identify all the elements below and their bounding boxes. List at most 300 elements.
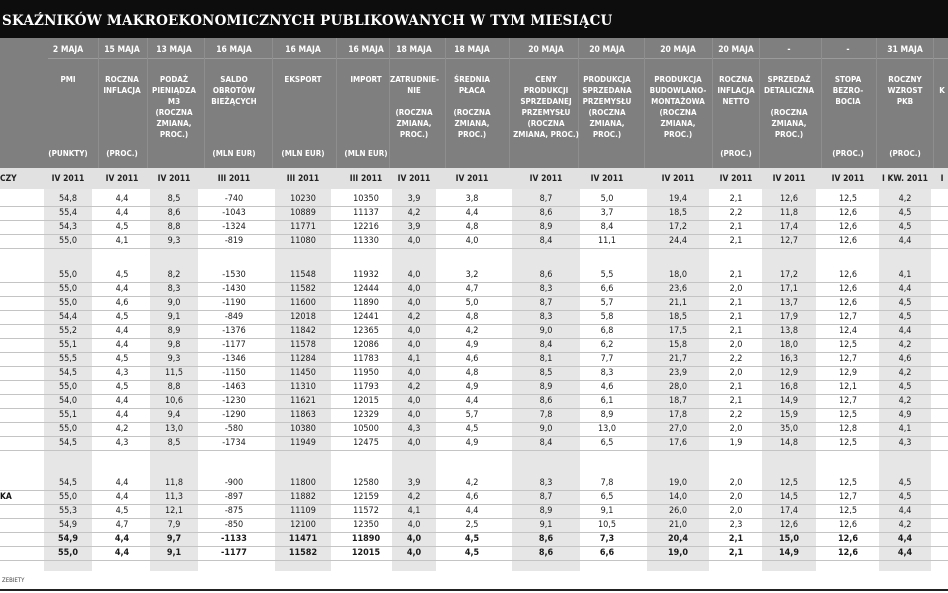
table-cell: 9,1 bbox=[600, 506, 614, 516]
table-cell: 3,7 bbox=[600, 208, 614, 218]
table-cell: 13,0 bbox=[164, 424, 184, 434]
table-cell: 11,1 bbox=[597, 236, 617, 246]
table-cell: 11863 bbox=[290, 410, 316, 420]
table-cell: -1463 bbox=[222, 382, 246, 392]
table-cell: 3,9 bbox=[407, 222, 421, 232]
table-cell: 54,5 bbox=[58, 438, 78, 448]
column-period: IV 2011 bbox=[51, 174, 85, 184]
table-cell: 14,0 bbox=[668, 492, 688, 502]
table-cell: 4,6 bbox=[115, 298, 129, 308]
table-cell: 55,5 bbox=[58, 354, 78, 364]
column-date: 20 MAJA bbox=[718, 45, 754, 55]
table-cell: 9,0 bbox=[539, 424, 553, 434]
table-cell: 2,0 bbox=[729, 284, 743, 294]
table-cell: 17,1 bbox=[779, 284, 799, 294]
table-cell: 4,2 bbox=[115, 424, 129, 434]
table-cell: 12350 bbox=[353, 520, 379, 530]
column-name: ROCZNA INFLACJA NETTO bbox=[717, 75, 755, 106]
table-cell: 8,6 bbox=[167, 208, 181, 218]
table-cell: 8,9 bbox=[167, 326, 181, 336]
table-cell: 17,2 bbox=[779, 270, 799, 280]
table-cell: 11950 bbox=[353, 368, 379, 378]
table-cell: 11949 bbox=[290, 438, 316, 448]
table-cell: 12015 bbox=[351, 548, 381, 558]
table-cell: 12,5 bbox=[838, 340, 858, 350]
column-name: ROCZNY WZROST PKB bbox=[887, 75, 923, 106]
table-cell: 8,9 bbox=[539, 506, 553, 516]
table-cell: 2,1 bbox=[729, 222, 743, 232]
table-cell: 18,5 bbox=[668, 312, 688, 322]
table-cell: 3,2 bbox=[465, 270, 479, 280]
table-cell: 4,6 bbox=[465, 354, 479, 364]
table-cell: 4,5 bbox=[115, 270, 129, 280]
column-period: IV 2011 bbox=[772, 174, 806, 184]
source-label: ZEBIETY bbox=[2, 577, 25, 584]
table-cell: 4,5 bbox=[115, 354, 129, 364]
table-cell: 2,0 bbox=[729, 340, 743, 350]
column-date: 16 MAJA bbox=[285, 45, 321, 55]
table-cell: 11,5 bbox=[164, 368, 184, 378]
table-cell: 4,4 bbox=[898, 284, 912, 294]
table-cell: 4,2 bbox=[898, 396, 912, 406]
table-cell: 2,0 bbox=[729, 478, 743, 488]
table-cell: 9,0 bbox=[167, 298, 181, 308]
table-cell: 4,1 bbox=[115, 236, 129, 246]
table-cell: 6,2 bbox=[600, 340, 614, 350]
table-cell: 4,0 bbox=[407, 298, 421, 308]
table-cell: 19,0 bbox=[668, 478, 688, 488]
table-cell: -1324 bbox=[222, 222, 246, 232]
table-cell: 20,4 bbox=[668, 534, 688, 544]
table-cell: 4,3 bbox=[407, 424, 421, 434]
table-cell: 54,9 bbox=[58, 520, 78, 530]
table-cell: 12,6 bbox=[838, 548, 858, 558]
table-cell: 8,9 bbox=[539, 382, 553, 392]
table-cell: 54,9 bbox=[58, 534, 78, 544]
table-cell: 8,3 bbox=[539, 478, 553, 488]
table-cell: 4,2 bbox=[898, 194, 912, 204]
table-cell: -1346 bbox=[222, 354, 246, 364]
table-cell: 17,4 bbox=[779, 222, 799, 232]
table-cell: 4,0 bbox=[407, 520, 421, 530]
table-cell: 54,4 bbox=[58, 312, 78, 322]
table-cell: 8,6 bbox=[539, 208, 553, 218]
table-cell: 17,8 bbox=[668, 410, 688, 420]
column-name: IMPORT bbox=[350, 75, 382, 84]
table-cell: 2,0 bbox=[729, 424, 743, 434]
table-cell: 11578 bbox=[290, 340, 316, 350]
table-cell: 4,5 bbox=[464, 548, 480, 558]
bottom-border bbox=[0, 589, 948, 591]
column-period: IV 2011 bbox=[661, 174, 695, 184]
table-cell: 8,8 bbox=[167, 382, 181, 392]
table-cell: 8,6 bbox=[538, 534, 554, 544]
table-cell: 11109 bbox=[290, 506, 316, 516]
table-cell: 2,1 bbox=[729, 194, 743, 204]
table-cell: 12365 bbox=[353, 326, 379, 336]
table-cell: 15,9 bbox=[779, 410, 799, 420]
table-cell: 15,8 bbox=[668, 340, 688, 350]
table-cell: 4,0 bbox=[407, 368, 421, 378]
table-cell: 12,1 bbox=[838, 382, 858, 392]
table-cell: 4,2 bbox=[465, 478, 479, 488]
table-cell: 4,3 bbox=[115, 438, 129, 448]
table-cell: 11450 bbox=[290, 368, 316, 378]
table-cell: 5,5 bbox=[600, 270, 614, 280]
table-cell: 12,8 bbox=[838, 424, 858, 434]
table-cell: 11842 bbox=[290, 326, 316, 336]
table-cell: -819 bbox=[224, 236, 244, 246]
table-cell: 2,5 bbox=[465, 520, 479, 530]
table-cell: 4,4 bbox=[897, 534, 913, 544]
table-cell: -897 bbox=[224, 492, 244, 502]
table-cell: 18,5 bbox=[668, 208, 688, 218]
table-cell: 18,0 bbox=[779, 340, 799, 350]
table-cell: 4,5 bbox=[898, 298, 912, 308]
column-period: I KW. 2011 bbox=[881, 174, 929, 184]
table-cell: 4,9 bbox=[898, 410, 912, 420]
column-unit: (PROC.) bbox=[720, 149, 752, 158]
table-cell: 9,1 bbox=[166, 548, 182, 558]
table-cell: 11548 bbox=[290, 270, 316, 280]
row-separator bbox=[0, 560, 948, 561]
table-cell: 12,6 bbox=[838, 520, 858, 530]
table-cell: 5,0 bbox=[600, 194, 614, 204]
table-cell: 10230 bbox=[290, 194, 316, 204]
table-cell: 11572 bbox=[353, 506, 379, 516]
table-cell: 16,3 bbox=[779, 354, 799, 364]
table-cell: 14,8 bbox=[779, 438, 799, 448]
table-cell: 4,5 bbox=[898, 222, 912, 232]
table-cell: 12216 bbox=[353, 222, 379, 232]
table-cell: 54,5 bbox=[58, 368, 78, 378]
table-cell: 11621 bbox=[290, 396, 316, 406]
table-cell: 12441 bbox=[353, 312, 379, 322]
table-cell: 4,9 bbox=[465, 438, 479, 448]
table-cell: -1530 bbox=[222, 270, 246, 280]
table-cell: 6,6 bbox=[600, 284, 614, 294]
table-cell: 2,1 bbox=[728, 534, 744, 544]
table-cell: 8,6 bbox=[539, 270, 553, 280]
table-cell: 12,6 bbox=[838, 270, 858, 280]
table-cell: 2,1 bbox=[729, 298, 743, 308]
column-period: IV 2011 bbox=[719, 174, 753, 184]
column-period: III 2011 bbox=[286, 174, 320, 184]
table-cell: 8,3 bbox=[600, 368, 614, 378]
table-cell: -900 bbox=[224, 478, 244, 488]
table-cell: 16,8 bbox=[779, 382, 799, 392]
table-cell: 4,0 bbox=[407, 284, 421, 294]
table-cell: 12,6 bbox=[838, 298, 858, 308]
column-date: - bbox=[787, 45, 791, 55]
table-cell: 11783 bbox=[353, 354, 379, 364]
table-cell: 4,5 bbox=[898, 492, 912, 502]
table-cell: 54,3 bbox=[58, 222, 78, 232]
table-cell: 8,9 bbox=[539, 222, 553, 232]
table-cell: 4,5 bbox=[465, 424, 479, 434]
table-cell: 11582 bbox=[288, 548, 318, 558]
header-left-fragment: CZY bbox=[0, 174, 17, 184]
column-unit: (PROC.) bbox=[889, 149, 921, 158]
table-cell: 55,0 bbox=[58, 492, 78, 502]
table-cell: 26,0 bbox=[668, 506, 688, 516]
table-cell: 4,4 bbox=[114, 534, 130, 544]
table-cell: 1,9 bbox=[729, 438, 743, 448]
table-cell: -740 bbox=[224, 194, 244, 204]
table-cell: 2,1 bbox=[728, 548, 744, 558]
table-cell: -849 bbox=[224, 312, 244, 322]
table-cell: 4,4 bbox=[115, 478, 129, 488]
table-cell: 12,7 bbox=[838, 396, 858, 406]
table-cell: 23,9 bbox=[668, 368, 688, 378]
column-date: 20 MAJA bbox=[528, 45, 564, 55]
table-cell: 4,5 bbox=[115, 506, 129, 516]
column-name: K bbox=[939, 86, 945, 95]
table-cell: 4,3 bbox=[115, 368, 129, 378]
column-period: III 2011 bbox=[349, 174, 383, 184]
column-name: SALDO OBROTÓW BIEŻĄCYCH bbox=[211, 75, 257, 106]
table-cell: 18,0 bbox=[668, 270, 688, 280]
table-cell: 6,5 bbox=[600, 492, 614, 502]
table-cell: 7,9 bbox=[167, 520, 181, 530]
table-cell: -1376 bbox=[222, 326, 246, 336]
table-cell: 8,4 bbox=[539, 438, 553, 448]
table-cell: 8,5 bbox=[167, 194, 181, 204]
table-cell: 14,9 bbox=[779, 548, 799, 558]
table-cell: 18,7 bbox=[668, 396, 688, 406]
table-cell: -1290 bbox=[222, 410, 246, 420]
table-cell: 4,2 bbox=[407, 382, 421, 392]
table-cell: 11932 bbox=[353, 270, 379, 280]
table-cell: -580 bbox=[224, 424, 244, 434]
table-cell: 3,9 bbox=[407, 478, 421, 488]
table-cell: 8,6 bbox=[538, 548, 554, 558]
table-cell: 55,0 bbox=[58, 298, 78, 308]
table-cell: 11800 bbox=[290, 478, 316, 488]
table-cell: 11080 bbox=[290, 236, 316, 246]
table-cell: 12,6 bbox=[779, 520, 799, 530]
table-cell: -1230 bbox=[222, 396, 246, 406]
table-cell: 2,3 bbox=[729, 520, 743, 530]
column-unit: (PROC.) bbox=[832, 149, 864, 158]
table-cell: 12,5 bbox=[838, 506, 858, 516]
table-cell: 12,1 bbox=[164, 506, 184, 516]
table-cell: 11,8 bbox=[779, 208, 799, 218]
column-date: 16 MAJA bbox=[216, 45, 252, 55]
table-cell: 11,8 bbox=[164, 478, 184, 488]
table-cell: 3,8 bbox=[465, 194, 479, 204]
table-cell: 4,0 bbox=[407, 236, 421, 246]
table-cell: 11882 bbox=[290, 492, 316, 502]
table-cell: 4,2 bbox=[898, 340, 912, 350]
table-cell: 12329 bbox=[353, 410, 379, 420]
table-cell: 11471 bbox=[288, 534, 318, 544]
table-cell: 5,8 bbox=[600, 312, 614, 322]
table-cell: 4,4 bbox=[115, 492, 129, 502]
table-cell: 4,4 bbox=[115, 208, 129, 218]
column-name: CENY PRODUKCJI SPRZEDANEJ PRZEMYSŁU (ROCZNA ZMIANA, PROC.) bbox=[513, 75, 579, 139]
table-cell: 2,1 bbox=[729, 326, 743, 336]
table-cell: 12,7 bbox=[838, 492, 858, 502]
table-cell: 8,3 bbox=[167, 284, 181, 294]
table-cell: 4,2 bbox=[465, 326, 479, 336]
table-cell: 55,0 bbox=[58, 284, 78, 294]
table-cell: 4,0 bbox=[407, 410, 421, 420]
table-cell: 8,5 bbox=[539, 368, 553, 378]
column-name: ZATRUDNIE- NIE (ROCZNA ZMIANA, PROC.) bbox=[390, 75, 440, 139]
table-cell: 2,2 bbox=[729, 208, 743, 218]
table-cell: 21,0 bbox=[668, 520, 688, 530]
table-cell: 12,4 bbox=[838, 326, 858, 336]
table-cell: 55,0 bbox=[58, 236, 78, 246]
table-cell: 17,2 bbox=[668, 222, 688, 232]
table-cell: 2,1 bbox=[729, 270, 743, 280]
column-name: STOPA BEZRO- BOCIA bbox=[832, 75, 864, 106]
table-title: SKAŹNIKÓW MAKROEKONOMICZNYCH PUBLIKOWANYCH W TYM MIESIĄCU bbox=[2, 13, 613, 29]
table-cell: 6,6 bbox=[599, 548, 615, 558]
table-cell: 4,8 bbox=[465, 312, 479, 322]
table-cell: 6,8 bbox=[600, 326, 614, 336]
table-cell: 2,0 bbox=[729, 368, 743, 378]
table-cell: 12,6 bbox=[838, 534, 858, 544]
table-cell: 4,2 bbox=[407, 492, 421, 502]
table-cell: 2,2 bbox=[729, 354, 743, 364]
column-name: SPRZEDAŻ DETALICZNA (ROCZNA ZMIANA, PROC.) bbox=[763, 75, 815, 139]
column-period: IV 2011 bbox=[105, 174, 139, 184]
table-cell: 7,8 bbox=[600, 478, 614, 488]
table-cell: 4,2 bbox=[898, 520, 912, 530]
table-cell: 11310 bbox=[290, 382, 316, 392]
column-period: IV 2011 bbox=[590, 174, 624, 184]
table-cell: 4,4 bbox=[115, 340, 129, 350]
table-cell: 55,1 bbox=[58, 410, 78, 420]
table-cell: 10,5 bbox=[597, 520, 617, 530]
table-cell: 4,0 bbox=[407, 396, 421, 406]
column-name: PODAŻ PIENIĄDZA M3 (ROCZNA ZMIANA, PROC.) bbox=[152, 75, 196, 139]
column-name: ŚREDNIA PŁACA (ROCZNA ZMIANA, PROC.) bbox=[453, 75, 491, 139]
table-cell: 4,2 bbox=[407, 312, 421, 322]
table-cell: 55,0 bbox=[58, 548, 78, 558]
table-cell: 12,6 bbox=[838, 236, 858, 246]
table-cell: 54,8 bbox=[58, 194, 78, 204]
table-cell: 55,0 bbox=[58, 270, 78, 280]
table-cell: 4,0 bbox=[406, 548, 422, 558]
table-cell: 10889 bbox=[290, 208, 316, 218]
table-cell: -1734 bbox=[222, 438, 246, 448]
table-cell: 4,4 bbox=[465, 506, 479, 516]
table-cell: 2,1 bbox=[729, 312, 743, 322]
table-cell: 19,0 bbox=[668, 548, 688, 558]
table-cell: 55,0 bbox=[58, 382, 78, 392]
table-cell: 6,5 bbox=[600, 438, 614, 448]
table-cell: 5,7 bbox=[465, 410, 479, 420]
table-cell: 12,9 bbox=[838, 368, 858, 378]
table-cell: 2,2 bbox=[729, 410, 743, 420]
table-cell: 4,1 bbox=[407, 506, 421, 516]
table-cell: 4,4 bbox=[115, 410, 129, 420]
table-cell: 8,2 bbox=[167, 270, 181, 280]
column-name: PRODUKCJA SPRZEDANA PRZEMYSŁU (ROCZNA ZMIANA, PROC.) bbox=[582, 75, 632, 139]
table-cell: 8,1 bbox=[539, 354, 553, 364]
table-cell: 4,4 bbox=[114, 548, 130, 558]
table-cell: 10500 bbox=[353, 424, 379, 434]
table-cell: 15,0 bbox=[779, 534, 799, 544]
table-cell: 12,6 bbox=[838, 208, 858, 218]
column-date: 2 MAJA bbox=[52, 45, 84, 55]
column-name: EKSPORT bbox=[284, 75, 322, 84]
table-cell: 5,0 bbox=[465, 298, 479, 308]
table-cell: 12159 bbox=[353, 492, 379, 502]
table-cell: 2,1 bbox=[729, 382, 743, 392]
header-column-divider bbox=[933, 38, 934, 168]
column-unit: (MLN EUR) bbox=[344, 149, 388, 158]
table-cell: 4,5 bbox=[898, 312, 912, 322]
table-cell: 2,0 bbox=[729, 492, 743, 502]
table-cell: 28,0 bbox=[668, 382, 688, 392]
header-date-divider bbox=[48, 58, 948, 59]
table-cell: 4,8 bbox=[465, 222, 479, 232]
column-date: 20 MAJA bbox=[660, 45, 696, 55]
table-cell: 2,1 bbox=[729, 236, 743, 246]
table-cell: 4,4 bbox=[898, 506, 912, 516]
column-date: 13 MAJA bbox=[156, 45, 192, 55]
table-cell: 17,6 bbox=[668, 438, 688, 448]
table-cell: 8,4 bbox=[539, 236, 553, 246]
column-period: IV 2011 bbox=[529, 174, 563, 184]
table-cell: 8,4 bbox=[539, 340, 553, 350]
table-cell: 8,6 bbox=[539, 396, 553, 406]
table-cell: 8,7 bbox=[539, 492, 553, 502]
table-cell: 4,5 bbox=[898, 382, 912, 392]
row-separator bbox=[0, 450, 948, 451]
table-cell: 9,1 bbox=[167, 312, 181, 322]
table-cell: 12,7 bbox=[779, 236, 799, 246]
table-cell: 9,1 bbox=[539, 520, 553, 530]
table-cell: 4,9 bbox=[465, 382, 479, 392]
table-cell: 7,3 bbox=[599, 534, 615, 544]
column-date: 18 MAJA bbox=[454, 45, 490, 55]
table-cell: 55,3 bbox=[58, 506, 78, 516]
table-cell: 13,0 bbox=[597, 424, 617, 434]
table-cell: 11582 bbox=[290, 284, 316, 294]
table-cell: 4,0 bbox=[407, 340, 421, 350]
table-cell: 12015 bbox=[353, 396, 379, 406]
table-cell: 12,9 bbox=[779, 368, 799, 378]
column-date: - bbox=[846, 45, 850, 55]
table-cell: 12475 bbox=[353, 438, 379, 448]
column-unit: (PUNKTY) bbox=[48, 149, 88, 158]
table-cell: -1190 bbox=[222, 298, 246, 308]
row-separator bbox=[0, 248, 948, 249]
table-cell: 54,0 bbox=[58, 396, 78, 406]
column-unit: (MLN EUR) bbox=[281, 149, 325, 158]
table-cell: 2,1 bbox=[729, 396, 743, 406]
table-cell: 8,4 bbox=[600, 222, 614, 232]
table-cell: 4,0 bbox=[407, 326, 421, 336]
table-cell: 11330 bbox=[353, 236, 379, 246]
table-cell: -1043 bbox=[222, 208, 246, 218]
table-cell: 4,4 bbox=[465, 208, 479, 218]
table-cell: 4,5 bbox=[898, 208, 912, 218]
table-cell: 4,4 bbox=[115, 284, 129, 294]
table-cell: 12086 bbox=[353, 340, 379, 350]
table-cell: 55,0 bbox=[58, 424, 78, 434]
table-cell: -875 bbox=[224, 506, 244, 516]
column-name: PRODUKCJA BUDOWLANO- MONTAŻOWA (ROCZNA ZMIANA, PROC.) bbox=[649, 75, 707, 139]
table-cell: 8,7 bbox=[539, 194, 553, 204]
table-cell: 13,8 bbox=[779, 326, 799, 336]
table-cell: 4,0 bbox=[407, 270, 421, 280]
